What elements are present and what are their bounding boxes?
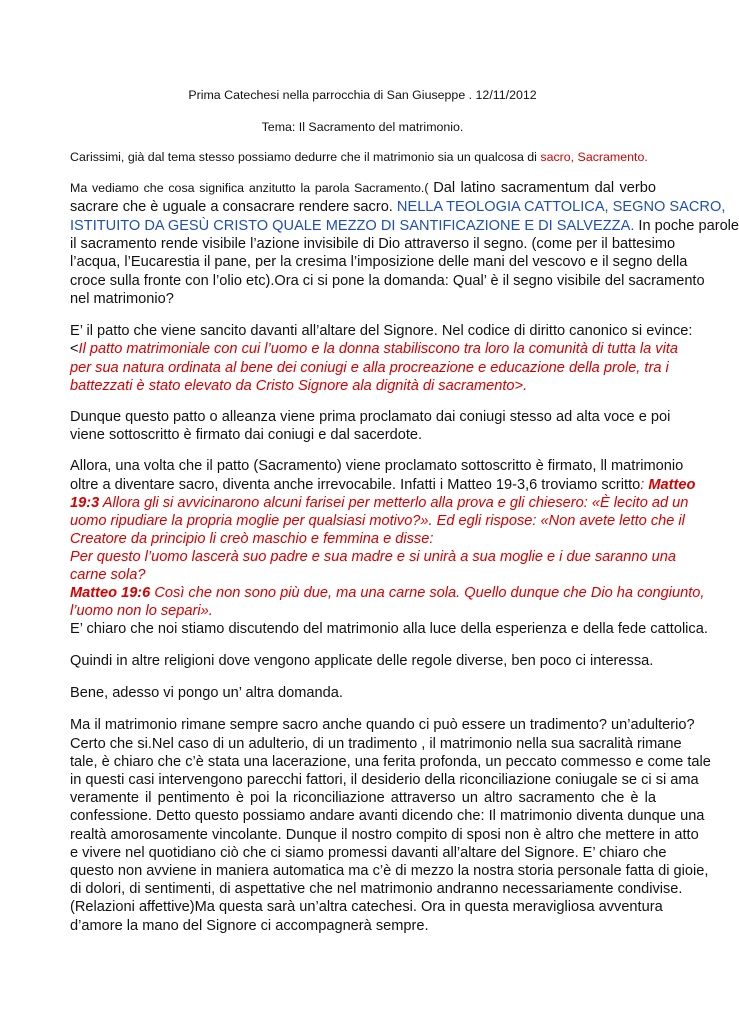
- other-religions-paragraph: Quindi in altre religioni dove vengono applicate delle regole diverse, ben poco ci interessa.: [70, 653, 654, 669]
- question-paragraph: Bene, adesso vi pongo un’ altra domanda.: [70, 685, 343, 701]
- document-title: Prima Catechesi nella parrocchia di San Giuseppe . 12/11/2012: [188, 88, 537, 102]
- document-page: Prima Catechesi nella parrocchia di San Giuseppe . 12/11/2012 Tema: Il Sacramento del matrimonio. Carissimi, già dal tema stesso possiamo dedurre che il matrimonio sia un qualcosa di sacro, Sacramento. Ma vediamo che cosa significa anzitutto la parola Sacramento.( Dal latino sacramentum dal verbo sacrare che è uguale a consacrare rendere sacro. NELLA TEOLOGIA CATTOLICA, SEGNO SACRO, ISTITUITO DA GESÙ CRISTO QUALE MEZZO DI SANTIFICAZIONE E DI SALVEZZA. In poche parole il sacramento rende visibile l’azione invisibile di Dio attraverso il segno. (come per il battesimo l’acqua, l’Eucarestia il pane, per la cresima l’imposizione delle mani del vescovo e il segno della croce sulla fronte con l’olio etc).Ora ci si pone la domanda: Qual’ è il segno visibile del sacramento nel matrimonio? E’ il patto che viene sancito davanti all’altare del Signore. Nel codice di diritto canonico si evince: <Il patto matrimoniale con cui l’uomo e la donna stabiliscono tra loro la comunità di tutta la vita per sua natura ordinata al bene dei coniugi e alla procreazione e educazione della prole, tra i battezzati è stato elevato da Cristo Signore ala dignità di sacramento>. Dunque questo patto o alleanza viene prima proclamato dai coniugi stesso ad alta voce e poi viene sottoscritto è firmato dai coniugi e dal sacerdote. Allora, una volta che il patto (Sacramento) viene proclamato sottoscritto è firmato, ll matrimonio oltre a diventare sacro, diventa anche irrevocabile. Infatti i Matteo 19-3,6 troviamo scritto: Matteo 19:3 Allora gli si avvicinarono alcuni farisei per metterlo alla prova e gli chiesero: «È lecito ad un uomo ripudiare la propria moglie per qualsiasi motivo?». Ed egli rispose: «Non avete letto che il Creatore da principio li creò maschio e femmina e disse: Per questo l’uomo lascerà suo padre e sua madre e si unirà a sua moglie e i due saranno una carne sola? Matteo 19:6 Così che non sono più due, ma una carne sola. Quello dunque che Dio ha congiunto, l’uomo non lo separi». E’ chiaro che noi stiamo discutendo del matrimonio alla luce della esperienza e della fede cattolica. Quindi in altre religioni dove vengono applicate delle regole diverse, ben poco ci interessa. Bene, adesso vi pongo un’ altra domanda. Ma il matrimonio rimane sempre sacro anche quando ci può essere un tradimento? un’adulterio? Certo che si.Nel caso di un adulterio, di un tradimento , il matrimonio nella sua sacralità rimane tale, è chiaro che c’è stata una lacerazione, una ferita profonda, un peccato commesso e come tale in questi casi intervengono parecchi fattori, il desiderio della riconciliazione coniugale se ci si ama veramente il pentimento è poi la riconciliazione attraverso un altro sacramento che è la confessione. Detto questo possiamo andare avanti dicendo che: Il matrimonio diventa dunque una realtà amorosamente vincolante. Dunque il nostro compito di sposi non è altro che mettere in atto e vivere nel quotidiano ciò che ci siamo promessi davanti all’altare del Signore. E’ chiaro che questo non avviene in maniera automatica ma c’è di mezzo la nostra storia personale fatta di gioie, di dolori, di sentimenti, di aspettative che nel matrimonio andranno necessariamente condivise. (Relazioni affettive)Ma questa sarà un’altra catechesi. Ora in questa meravigliosa avventura d’amore la mano del Signore ci accompagnerà sempre.: [0, 0, 725, 1024]
- document-subtitle: Tema: Il Sacramento del matrimonio.: [261, 120, 464, 134]
- intro-paragraph: Carissimi, già dal tema stesso possiamo dedurre che il matrimonio sia un qualcosa di sacro, Sacramento.: [70, 150, 648, 164]
